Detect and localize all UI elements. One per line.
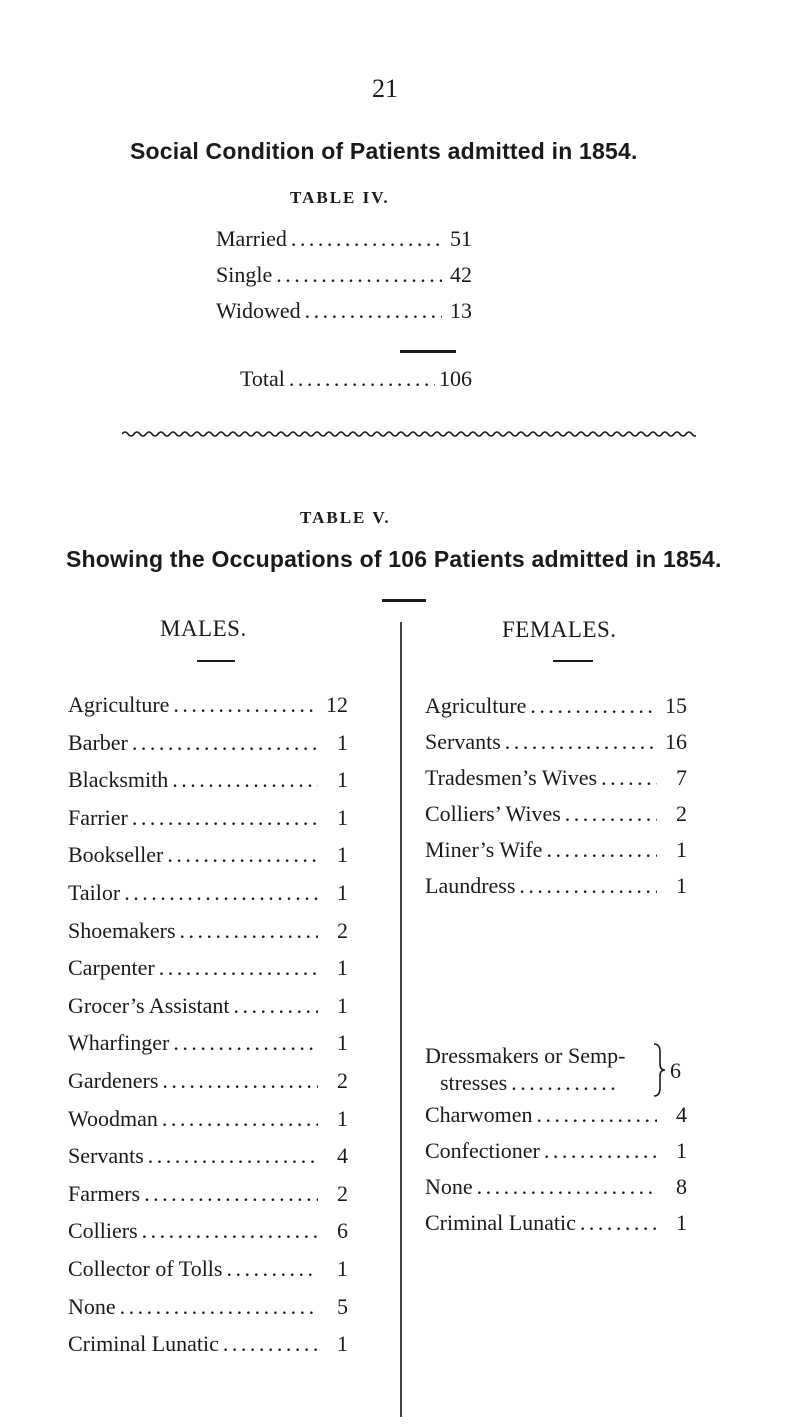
row-value: 5 [337, 1293, 348, 1319]
row-value: 1 [337, 955, 348, 981]
row-label: Single [216, 262, 273, 287]
females-heading-rule [553, 660, 593, 662]
leader-dots [159, 955, 318, 981]
row-value: 1 [337, 1256, 348, 1281]
table-iv-label: TABLE IV. [290, 188, 390, 207]
row-value: 1 [676, 837, 687, 862]
female-occupation-row [425, 1138, 687, 1164]
male-occupation-row [68, 767, 348, 793]
dressmakers-label-cont: stresses [440, 1070, 508, 1095]
row-value: 1 [676, 1138, 687, 1163]
female-occupation-row [425, 873, 687, 899]
row-label: Colliers [68, 1218, 138, 1244]
female-occupation-row [425, 1210, 687, 1236]
row-value: 51 [450, 226, 472, 251]
leader-dots [276, 262, 442, 288]
male-occupation-row [68, 1181, 348, 1207]
leader-dots [519, 873, 657, 899]
row-value: 15 [665, 693, 687, 718]
row-value: 1 [676, 1210, 687, 1235]
leader-dots [172, 767, 318, 793]
row-label: Servants [68, 1143, 144, 1169]
row-label: Colliers’ Wives [425, 801, 561, 826]
male-occupation-row [68, 1256, 348, 1282]
row-label: Carpenter [68, 955, 155, 981]
row-label: Collector of Tolls [68, 1256, 223, 1281]
row-value: 1 [337, 992, 348, 1018]
row-value: 42 [450, 262, 472, 287]
male-occupation-row [68, 1331, 348, 1357]
row-value: 1 [337, 804, 348, 830]
row-label: Agriculture [425, 693, 527, 718]
row-value: 1 [337, 880, 348, 905]
row-label: Wharfinger [68, 1030, 170, 1056]
row-label: Woodman [68, 1105, 158, 1131]
row-value: 2 [337, 1180, 348, 1206]
leader-dots [546, 837, 657, 863]
female-occupation-row [425, 1174, 687, 1200]
row-label: Farrier [68, 804, 128, 830]
leader-dots [580, 1210, 657, 1236]
leader-dots [223, 1331, 318, 1357]
leader-dots [305, 298, 442, 324]
row-value: 2 [337, 917, 348, 943]
row-label: None [425, 1174, 473, 1199]
dressmakers-label: Dressmakers or Semp- [425, 1043, 626, 1068]
row-label: Confectioner [425, 1138, 540, 1163]
leader-dots [144, 1181, 318, 1207]
row-label: Blacksmith [68, 767, 169, 793]
female-occupation-row [425, 729, 687, 755]
row-value: 13 [450, 298, 472, 323]
leader-dots [511, 1070, 616, 1096]
row-value: 1 [337, 1030, 348, 1056]
row-value: 1 [337, 842, 348, 868]
row-value: 16 [665, 729, 687, 754]
page-number: 21 [372, 74, 398, 103]
leader-dots [565, 801, 657, 827]
row-value: 1 [676, 873, 687, 898]
row-label: Criminal Lunatic [425, 1210, 576, 1235]
row-label: Married [216, 226, 287, 251]
total-rule [400, 350, 456, 353]
total-row [240, 366, 472, 392]
leader-dots [289, 366, 435, 392]
title-rule [382, 599, 426, 602]
male-occupation-row [68, 993, 348, 1019]
table-v-label: TABLE V. [300, 508, 391, 527]
male-occupation-row [68, 880, 348, 906]
row-label: Tradesmen’s Wives [425, 765, 598, 790]
dressmakers-line2 [440, 1070, 620, 1096]
female-occupation-row [425, 1102, 687, 1128]
male-occupation-row [68, 842, 348, 868]
male-occupation-row [68, 1218, 348, 1244]
row-value: 1 [337, 1105, 348, 1131]
total-value: 106 [439, 366, 472, 391]
male-occupation-row [68, 1143, 348, 1169]
row-label: Servants [425, 729, 501, 754]
column-divider [400, 622, 402, 1417]
row-value: 7 [676, 765, 687, 790]
leader-dots [226, 1256, 318, 1282]
leader-dots [148, 1143, 318, 1169]
male-occupation-row [68, 1068, 348, 1094]
row-value: 1 [337, 767, 348, 793]
row-value: 2 [676, 801, 687, 826]
row-value: 1 [337, 729, 348, 755]
marital-row [216, 226, 472, 252]
leader-dots [601, 765, 657, 791]
leader-dots [291, 226, 442, 252]
dressmakers-value: 6 [670, 1058, 681, 1083]
row-label: None [68, 1293, 116, 1319]
leader-dots [142, 1218, 318, 1244]
row-label: Widowed [216, 298, 301, 323]
row-label: Tailor [68, 880, 121, 905]
male-occupation-row [68, 1106, 348, 1132]
table-v-title: Showing the Occupations of 106 Patients admitted in 1854. [66, 546, 722, 572]
row-label: Gardeners [68, 1068, 159, 1093]
page-heading: Social Condition of Patients admitted in 1854. [130, 138, 638, 164]
dressmakers-line1 [425, 1043, 687, 1069]
leader-dots [162, 1068, 318, 1094]
males-heading-rule [197, 660, 235, 662]
leader-dots [544, 1138, 657, 1164]
row-value: 6 [337, 1218, 348, 1244]
leader-dots [124, 880, 318, 906]
row-label: Agriculture [68, 692, 170, 717]
leader-dots [537, 1102, 657, 1128]
row-label: Bookseller [68, 842, 164, 868]
male-occupation-row [68, 918, 348, 944]
leader-dots [180, 918, 318, 944]
female-occupation-row [425, 693, 687, 719]
male-occupation-row [68, 805, 348, 831]
row-label: Laundress [425, 873, 516, 898]
leader-dots [167, 842, 318, 868]
row-label: Grocer’s Assistant [68, 992, 230, 1018]
male-occupation-row [68, 692, 348, 718]
row-value: 4 [337, 1143, 348, 1169]
males-heading: MALES. [160, 616, 247, 641]
leader-dots [173, 692, 318, 718]
females-heading: FEMALES. [502, 617, 617, 642]
row-value: 12 [326, 692, 348, 717]
leader-dots [132, 805, 318, 831]
leader-dots [162, 1106, 318, 1132]
row-value: 1 [337, 1331, 348, 1357]
male-occupation-row [68, 1030, 348, 1056]
row-value: 2 [337, 1068, 348, 1093]
leader-dots [234, 993, 318, 1019]
row-value: 8 [676, 1174, 687, 1199]
leader-dots [132, 730, 318, 756]
leader-dots [477, 1174, 657, 1200]
female-occupation-row [425, 801, 687, 827]
male-occupation-row [68, 730, 348, 756]
male-occupation-row [68, 1294, 348, 1320]
marital-row [216, 262, 472, 288]
row-label: Barber [68, 729, 128, 755]
marital-row [216, 298, 472, 324]
total-label: Total [240, 366, 285, 391]
male-occupation-row [68, 955, 348, 981]
row-label: Shoemakers [68, 917, 176, 943]
row-label: Charwomen [425, 1102, 533, 1127]
leader-dots [505, 729, 657, 755]
leader-dots [173, 1030, 318, 1056]
leader-dots [530, 693, 657, 719]
row-label: Farmers [68, 1180, 141, 1206]
female-occupation-row [425, 837, 687, 863]
female-occupation-row [425, 765, 687, 791]
wavy-divider [122, 428, 696, 440]
row-label: Miner’s Wife [425, 837, 543, 862]
brace-icon [652, 1040, 666, 1100]
row-label: Criminal Lunatic [68, 1331, 219, 1357]
row-value: 4 [676, 1102, 687, 1127]
leader-dots [120, 1294, 318, 1320]
